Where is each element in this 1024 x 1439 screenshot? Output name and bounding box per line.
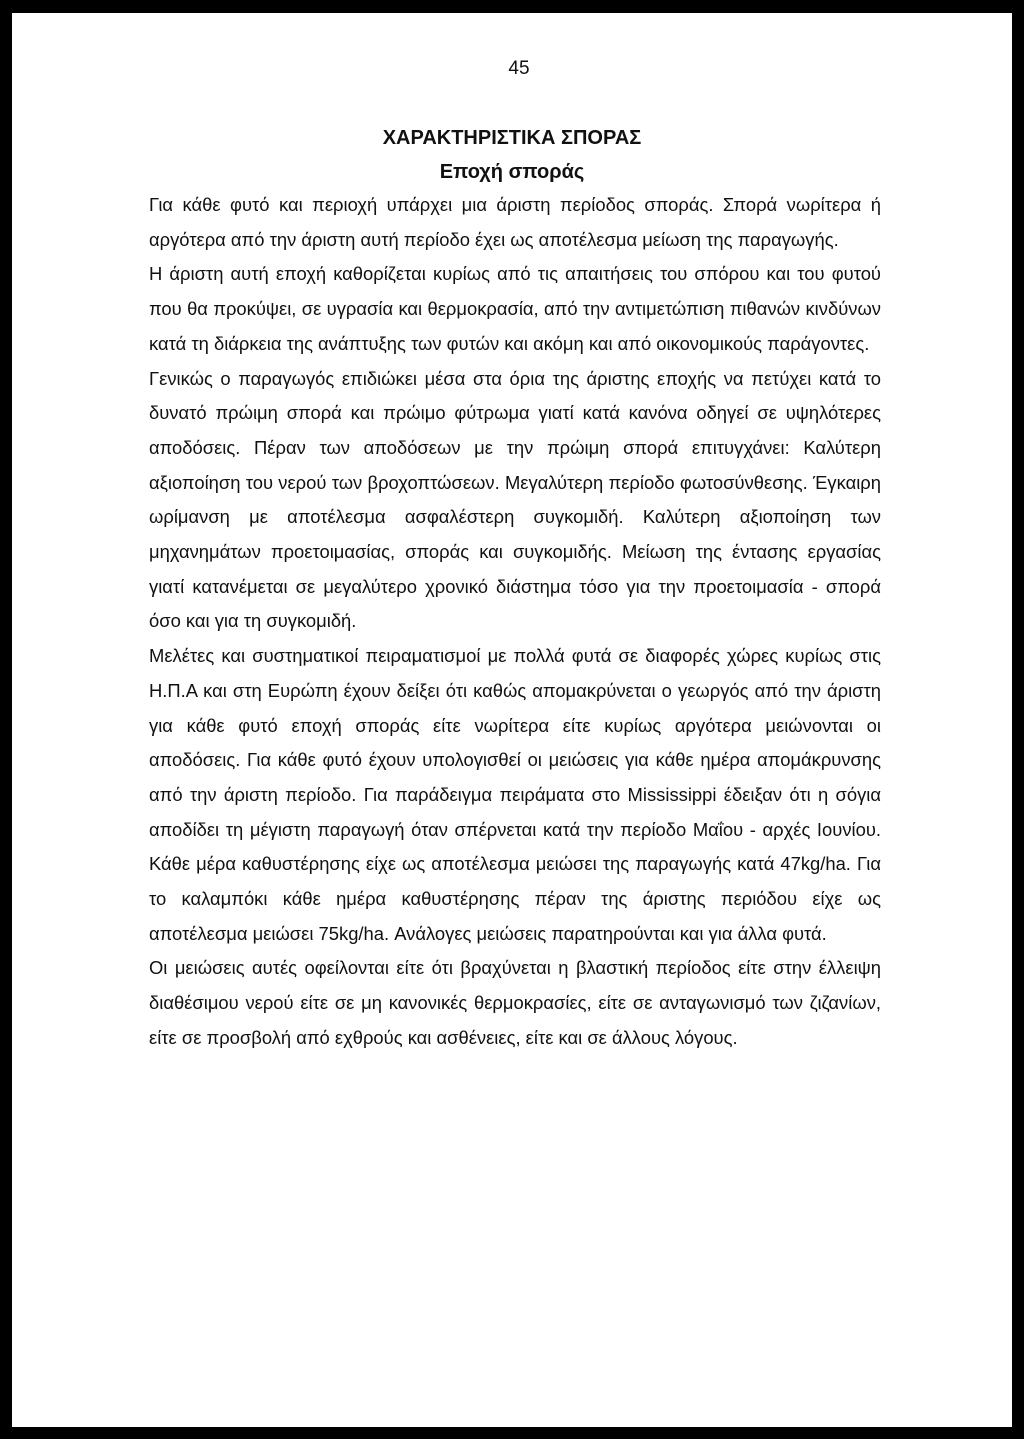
paragraph: Μελέτες και συστηματικοί πειραματισμοί με πολλά φυτά σε διαφορές χώρες κυρίως στις Η.Π.Α και στη Ευρώπη έχουν δείξει ότι καθώς απομακρύνεται ο γεωργός από την άριστη για κάθε φυτό εποχή σποράς είτε νωρίτερα είτε κυρίως αργότερα μειώνονται οι αποδόσεις. Για κάθε φυτό έχουν υπολογισθεί οι μειώσεις για κάθε ημέρα απομάκρυνσης από την άριστη περίοδο. Για παράδειγμα πειράματα στο Mississippi έδειξαν ότι η σόγια αποδίδει τη μέγιστη παραγωγή όταν σπέρνεται κατά την περίοδο Μαΐου - αρχές Ιουνίου. Κάθε μέρα καθυστέρησης είχε ως αποτέλεσμα μειώσει της παραγωγής κατά 47kg/ha. Για το καλαμπόκι κάθε ημέρα καθυστέρησης πέραν της άριστης περιόδου είχε ως αποτέλεσμα μειώσει 75kg/ha. Ανάλογες μειώσεις παρατηρούνται και για άλλα φυτά. xyxy=(149,645,881,944)
paragraph: Η άριστη αυτή εποχή καθορίζεται κυρίως από τις απαιτήσεις του σπόρου και του φυτού που θα προκύψει, σε υγρασία και θερμοκρασία, από την αντιμετώπιση πιθανών κινδύνων κατά τη διάρκεια της ανάπτυξης των φυτών και ακόμη και από οικονομικούς παράγοντες. xyxy=(149,263,881,354)
page-number: 45 xyxy=(508,58,530,79)
section-title: ΧΑΡΑΚΤΗΡΙΣΤΙΚΑ ΣΠΟΡΑΣ xyxy=(382,127,642,149)
paragraph: Οι μειώσεις αυτές οφείλονται είτε ότι βραχύνεται η βλαστική περίοδος είτε στην έλλειψη διαθέσιμου νερού είτε σε μη κανονικές θερμοκρασίες, είτε σε ανταγωνισμό των ζιζανίων, είτε σε προσβολή από εχθρούς και ασθένειες, είτε και σε άλλους λόγους. xyxy=(149,957,881,1048)
paragraph: Για κάθε φυτό και περιοχή υπάρχει μια άριστη περίοδος σποράς. Σπορά νωρίτερα ή αργότερα από την άριστη αυτή περίοδο έχει ως αποτέλεσμα μείωση της παραγωγής. xyxy=(149,194,881,250)
document-page xyxy=(12,13,1012,1427)
section-subtitle: Εποχή σποράς xyxy=(439,161,585,183)
body-text xyxy=(149,188,881,1056)
paragraph: Γενικώς ο παραγωγός επιδιώκει μέσα στα όρια της άριστης εποχής να πετύχει κατά το δυνατό πρώιμη σπορά και πρώιμο φύτρωμα γιατί κατά κανόνα οδηγεί σε υψηλότερες αποδόσεις. Πέραν των αποδόσεων με την πρώιμη σπορά επιτυγχάνει: Καλύτερη αξιοποίηση του νερού των βροχοπτώσεων. Μεγαλύτερη περίοδο φωτοσύνθεσης. Έγκαιρη ωρίμανση με αποτέλεσμα ασφαλέστερη συγκομιδή. Καλύτερη αξιοποίηση των μηχανημάτων προετοιμασίας, σποράς και συγκομιδής. Μείωση της έντασης εργασίας γιατί κατανέμεται σε μεγαλύτερο χρονικό διάστημα τόσο για την προετοιμασία - σπορά όσο και για τη συγκομιδή. xyxy=(149,367,881,632)
